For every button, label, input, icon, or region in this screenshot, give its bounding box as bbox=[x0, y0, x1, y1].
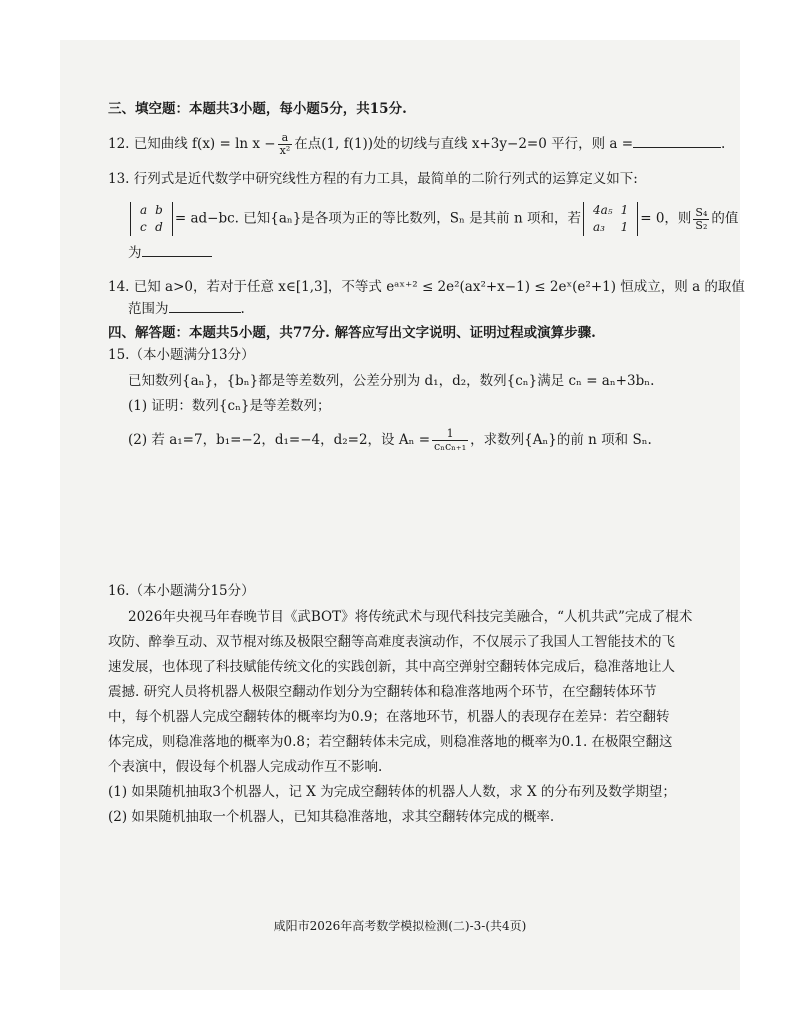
q16-part-2: (2) 如果随机抽取一个机器人，已知其稳准落地，求其空翻转体完成的概率. bbox=[108, 809, 555, 825]
question-16-header: 16.（本小题满分15分） bbox=[108, 583, 255, 599]
question-13-line-1: 13. 行列式是近代数学中研究线性方程的有力工具，最简单的二阶行列式的运算定义如下: bbox=[108, 171, 638, 187]
question-15-header: 15.（本小题满分13分） bbox=[108, 347, 255, 363]
det2-cell: 4a₅ bbox=[592, 203, 613, 217]
q13-frac-num: S₄ bbox=[695, 205, 708, 219]
q16-line: 体完成，则稳准落地的概率为0.8；若空翻转体未完成，则稳准落地的概率为0.1. 在极限空翻这 bbox=[108, 734, 673, 750]
q16-line: 个表演中，假设每个机器人完成动作互不影响. bbox=[108, 759, 383, 775]
q12-text-1: 12. 已知曲线 f(x) = ln x − bbox=[108, 136, 276, 152]
q13-frac-den: S₂ bbox=[695, 218, 708, 232]
section-4-title: 四、解答题：本题共5小题，共77分. 解答应写出文字说明、证明过程或演算步骤. bbox=[108, 325, 596, 341]
question-15-line-1: 已知数列{aₙ}，{bₙ}都是等差数列，公差分别为 d₁，d₂，数列{cₙ}满足 cₙ = aₙ+3bₙ. bbox=[128, 373, 655, 389]
q13-text-4: 的值 bbox=[711, 210, 739, 227]
q16-line: 攻防、醉拳互动、双节棍对练及极限空翻等高难度表演动作，不仅展示了我国人工智能技术的飞 bbox=[108, 634, 675, 650]
q16-line: 2026年央视马年春晚节目《武BOT》将传统武术与现代科技完美融合，“人机共武”完成了棍术 bbox=[128, 609, 693, 625]
q16-line: 速发展，也体现了科技赋能传统文化的实践创新，其中高空弹射空翻转体完成后，稳准落地让人 bbox=[108, 659, 675, 675]
q12-fraction bbox=[278, 132, 293, 157]
q14-end: . bbox=[240, 301, 245, 317]
q13-determinant-1 bbox=[130, 202, 173, 236]
det1-cell: b bbox=[155, 203, 163, 217]
q15-fraction bbox=[432, 428, 468, 453]
q16-line: 震撼. 研究人员将机器人极限空翻动作划分为空翻转体和稳准落地两个环节，在空翻转体环节 bbox=[108, 684, 657, 700]
q14-answer-blank bbox=[169, 298, 241, 313]
q12-frac-den: x² bbox=[279, 144, 291, 157]
det1-cell: a bbox=[140, 203, 148, 217]
question-14-line-1: 14. 已知 a>0，若对于任意 x∈[1,3]，不等式 eᵃˣ⁺² ≤ 2e²(ax²+x−1) ≤ 2eˣ(e²+1) 恒成立，则 a 的取值 bbox=[108, 279, 745, 295]
q16-line: 中，每个机器人完成空翻转体的概率均为0.9；在落地环节，机器人的表现存在差异：若空翻转 bbox=[108, 709, 670, 725]
q13-line3-text: 为 bbox=[128, 245, 142, 261]
det1-cell: c bbox=[140, 220, 147, 234]
q14-line2-text: 范围为 bbox=[128, 301, 169, 317]
question-13-line-3 bbox=[128, 242, 212, 264]
det2-cell: a₃ bbox=[592, 220, 605, 234]
det1-cell: d bbox=[155, 220, 163, 234]
det2-cell: 1 bbox=[620, 203, 629, 217]
q15-frac-num: 1 bbox=[432, 428, 468, 441]
q12-text-2: 在点(1, f(1))处的切线与直线 x+3y−2=0 平行，则 a = bbox=[294, 136, 634, 152]
q13-answer-blank bbox=[142, 242, 212, 257]
q13-text-2: = ad−bc. 已知{aₙ}是各项为正的等比数列，Sₙ 是其前 n 项和，若 bbox=[174, 210, 581, 227]
question-14-line-2 bbox=[128, 298, 245, 320]
q13-determinant-2 bbox=[583, 202, 638, 236]
question-12 bbox=[108, 132, 725, 157]
question-15-part-2 bbox=[128, 428, 652, 453]
q12-frac-num: a bbox=[278, 132, 293, 145]
q16-part-1: (1) 如果随机抽取3个机器人，记 X 为完成空翻转体的机器人人数，求 X 的分布列及数学期望； bbox=[108, 784, 676, 800]
det2-cell: 1 bbox=[620, 220, 629, 234]
q15-text-b: ，求数列{Aₙ}的前 n 项和 Sₙ. bbox=[470, 432, 652, 448]
q15-text-a: (2) 若 a₁=7，b₁=−2，d₁=−4，d₂=2，设 Aₙ = bbox=[128, 432, 431, 448]
q15-frac-den: cₙcₙ₊₁ bbox=[434, 440, 467, 453]
page-footer: 咸阳市2026年高考数学模拟检测(二)-3-(共4页) bbox=[273, 919, 527, 933]
q12-end: . bbox=[721, 136, 726, 152]
section-3-title: 三、填空题：本题共3小题，每小题5分，共15分. bbox=[108, 101, 407, 117]
question-13-line-2 bbox=[128, 202, 738, 236]
q13-fraction bbox=[693, 207, 709, 232]
q13-text-3: = 0，则 bbox=[640, 210, 692, 227]
q12-answer-blank bbox=[633, 133, 721, 148]
question-15-part-1: (1) 证明：数列{cₙ}是等差数列； bbox=[128, 398, 331, 414]
